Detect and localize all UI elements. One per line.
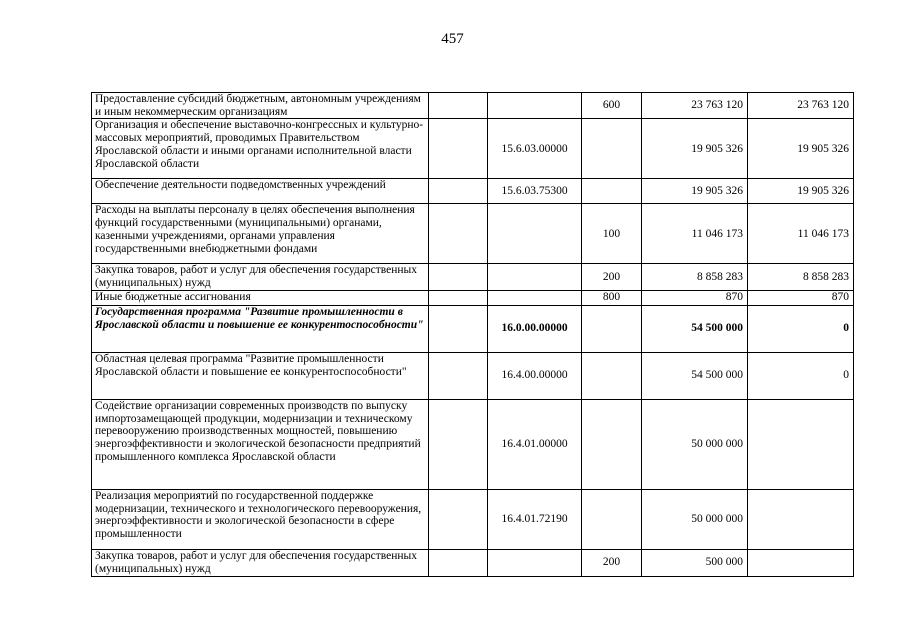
table-row (92, 119, 854, 179)
row-group-cell: 200 (582, 549, 642, 576)
row-amount-1-cell: 54 500 000 (642, 305, 748, 352)
budget-table-body (92, 93, 854, 577)
page-number: 457 (441, 31, 464, 47)
row-empty-cell (429, 489, 488, 549)
row-amount-2-cell: 19 905 326 (748, 179, 854, 204)
row-group-cell (582, 179, 642, 204)
row-empty-cell (429, 290, 488, 305)
table-row (92, 290, 854, 305)
row-group-cell (582, 489, 642, 549)
row-amount-2-cell: 870 (748, 290, 854, 305)
row-group-cell: 200 (582, 264, 642, 290)
row-amount-1-cell: 870 (642, 290, 748, 305)
row-amount-1-cell: 50 000 000 (642, 399, 748, 489)
row-name-cell: Организация и обеспечение выставочно-конгрессных и культурно-массовых мероприятий, проводимых Правительством Ярославской области и иными органами исполнительной власти Ярославской области (92, 119, 429, 179)
row-group-cell: 800 (582, 290, 642, 305)
row-amount-2-cell: 8 858 283 (748, 264, 854, 290)
row-empty-cell (429, 399, 488, 489)
row-amount-1-cell: 19 905 326 (642, 119, 748, 179)
row-amount-1-cell: 11 046 173 (642, 204, 748, 264)
table-row (92, 264, 854, 290)
row-name-cell: Государственная программа "Развитие промышленности в Ярославской области и повышение ее конкурентоспособности" (92, 305, 429, 352)
row-amount-2-cell: 19 905 326 (748, 119, 854, 179)
budget-table (91, 92, 854, 577)
row-empty-cell (429, 119, 488, 179)
row-empty-cell (429, 179, 488, 204)
row-code-cell (488, 264, 582, 290)
row-code-cell: 15.6.03.00000 (488, 119, 582, 179)
table-row (92, 305, 854, 352)
row-group-cell (582, 352, 642, 399)
table-row (92, 399, 854, 489)
row-group-cell: 600 (582, 93, 642, 119)
table-row (92, 179, 854, 204)
row-group-cell (582, 119, 642, 179)
row-amount-1-cell: 54 500 000 (642, 352, 748, 399)
row-amount-1-cell: 23 763 120 (642, 93, 748, 119)
row-name-cell: Обеспечение деятельности подведомственных учреждений (92, 179, 429, 204)
row-amount-2-cell (748, 399, 854, 489)
table-row (92, 549, 854, 576)
table-row (92, 204, 854, 264)
row-name-cell: Содействие организации современных производств по выпуску импортозамещающей продукции, модернизации и техническому перевооружению производственных мощностей, повышению энергоэффективности и экологической безопасности предприятий промышленного комплекса Ярославской области (92, 399, 429, 489)
row-name-cell: Реализация мероприятий по государственной поддержке модернизации, технического и технологического перевооружения, энергоэффективности и экологической безопасности в сфере промышленности (92, 489, 429, 549)
row-amount-2-cell: 11 046 173 (748, 204, 854, 264)
row-amount-1-cell: 8 858 283 (642, 264, 748, 290)
row-amount-1-cell: 19 905 326 (642, 179, 748, 204)
row-amount-2-cell: 0 (748, 305, 854, 352)
row-amount-1-cell: 500 000 (642, 549, 748, 576)
row-name-cell: Закупка товаров, работ и услуг для обеспечения государственных (муниципальных) нужд (92, 264, 429, 290)
row-amount-2-cell: 0 (748, 352, 854, 399)
table-row (92, 352, 854, 399)
table-row (92, 93, 854, 119)
row-code-cell: 16.4.00.00000 (488, 352, 582, 399)
row-empty-cell (429, 204, 488, 264)
row-group-cell (582, 399, 642, 489)
row-group-cell: 100 (582, 204, 642, 264)
row-code-cell (488, 204, 582, 264)
row-empty-cell (429, 549, 488, 576)
row-code-cell (488, 290, 582, 305)
row-empty-cell (429, 93, 488, 119)
row-code-cell (488, 549, 582, 576)
table-row (92, 489, 854, 549)
row-name-cell: Иные бюджетные ассигнования (92, 290, 429, 305)
row-code-cell: 16.0.00.00000 (488, 305, 582, 352)
row-amount-1-cell: 50 000 000 (642, 489, 748, 549)
row-name-cell: Закупка товаров, работ и услуг для обеспечения государственных (муниципальных) нужд (92, 549, 429, 576)
row-empty-cell (429, 352, 488, 399)
row-group-cell (582, 305, 642, 352)
row-name-cell: Расходы на выплаты персоналу в целях обеспечения выполнения функций государственными (муниципальными) органами, казенными учреждениями, органами управления государственными внебюджетными фондами (92, 204, 429, 264)
row-empty-cell (429, 264, 488, 290)
row-code-cell: 16.4.01.72190 (488, 489, 582, 549)
row-amount-2-cell: 23 763 120 (748, 93, 854, 119)
row-amount-2-cell (748, 489, 854, 549)
row-empty-cell (429, 305, 488, 352)
row-code-cell: 15.6.03.75300 (488, 179, 582, 204)
row-name-cell: Областная целевая программа "Развитие промышленности Ярославской области и повышение ее конкурентоспособности" (92, 352, 429, 399)
row-amount-2-cell (748, 549, 854, 576)
row-code-cell (488, 93, 582, 119)
row-name-cell: Предоставление субсидий бюджетным, автономным учреждениям и иным некоммерческим организациям (92, 93, 429, 119)
row-code-cell: 16.4.01.00000 (488, 399, 582, 489)
